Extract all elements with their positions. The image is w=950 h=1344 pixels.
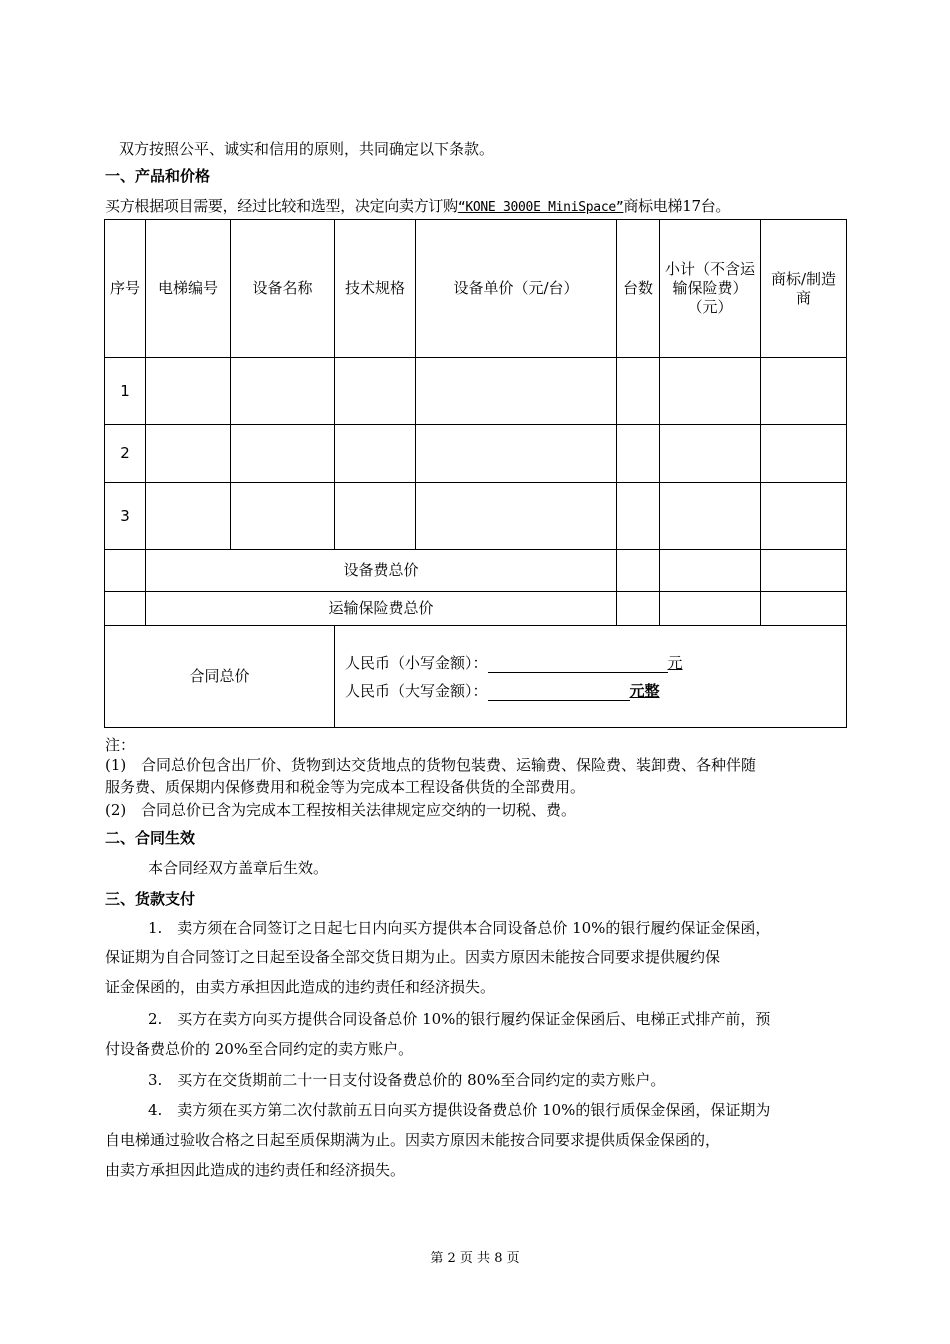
cell <box>617 550 660 592</box>
note-2-num: (2) <box>105 801 127 819</box>
rmb-big-blank <box>488 683 630 701</box>
product-price-table <box>104 219 847 728</box>
cell <box>231 483 335 550</box>
cell <box>761 592 847 626</box>
section2-text: 本合同经双方盖章后生效。 <box>148 859 329 877</box>
header-subtotal: 小计（不含运输保险费）（元） <box>660 220 761 358</box>
row-seq: 3 <box>105 483 146 550</box>
transport-total-row <box>105 592 847 626</box>
cell <box>335 483 416 550</box>
payment-1-line-1: 1. 卖方须在合同签订之日起七日内向买方提供本合同设备总价 10%的银行履约保证金保函， <box>148 919 771 937</box>
cell <box>416 425 617 483</box>
payment-2-line-1: 2. 买方在卖方向买方提供合同设备总价 10%的银行履约保证金保函后、电梯正式排产前，预 <box>148 1010 771 1028</box>
cell <box>617 425 660 483</box>
header-brand: 商标/制造商 <box>761 220 847 358</box>
cell <box>335 358 416 425</box>
cell <box>617 592 660 626</box>
cell <box>761 425 847 483</box>
payment-1-line-3: 证金保函的，由卖方承担因此造成的违约责任和经济损失。 <box>105 978 496 996</box>
payment-3-line-1: 3. 买方在交货期前二十一日支付设备费总价的 80%至合同约定的卖方账户。 <box>148 1071 666 1089</box>
contract-total-row <box>105 626 847 728</box>
rmb-big-unit: 元整 <box>629 681 660 700</box>
cell <box>416 483 617 550</box>
cell <box>146 483 231 550</box>
contract-total-amounts <box>335 626 847 728</box>
purchase-prefix: 买方根据项目需要，经过比较和选型，决定向卖方订购 <box>105 197 458 215</box>
rmb-small-label: 人民币（小写金额）： <box>345 653 488 672</box>
row-seq: 1 <box>105 358 146 425</box>
table-row <box>105 483 847 550</box>
rmb-small-line <box>345 653 843 673</box>
purchase-brand: “KONE 3000E MiniSpace” <box>457 200 624 215</box>
cell <box>416 358 617 425</box>
header-equipment-name: 设备名称 <box>231 220 335 358</box>
table-header-row <box>105 220 847 358</box>
cell <box>660 358 761 425</box>
header-seq: 序号 <box>105 220 146 358</box>
cell <box>761 358 847 425</box>
cell <box>105 592 146 626</box>
cell <box>660 483 761 550</box>
cell <box>660 550 761 592</box>
contract-total-label: 合同总价 <box>105 626 335 728</box>
equip-total-label: 设备费总价 <box>146 550 617 592</box>
intro-text: 双方按照公平、诚实和信用的原则，共同确定以下条款。 <box>119 140 495 158</box>
page-footer: 第 2 页 共 8 页 <box>430 1251 520 1266</box>
cell <box>231 358 335 425</box>
rmb-small-unit: 元 <box>667 653 683 672</box>
note-2-text: 合同总价已含为完成本工程按相关法律规定应交纳的一切税、费。 <box>141 801 577 819</box>
header-unit-price: 设备单价（元/台） <box>416 220 617 358</box>
note-2 <box>105 800 845 820</box>
equip-total-row <box>105 550 847 592</box>
payment-4-line-3: 由卖方承担因此造成的违约责任和经济损失。 <box>105 1161 406 1179</box>
header-tech-spec: 技术规格 <box>335 220 416 358</box>
cell <box>761 483 847 550</box>
header-elevator-no: 电梯编号 <box>146 220 231 358</box>
header-qty: 台数 <box>617 220 660 358</box>
cell <box>146 358 231 425</box>
notes-title: 注： <box>105 736 136 754</box>
cell <box>105 550 146 592</box>
payment-2-line-2: 付设备费总价的 20%至合同约定的卖方账户。 <box>105 1040 414 1058</box>
cell <box>660 425 761 483</box>
cell <box>617 358 660 425</box>
cell <box>146 425 231 483</box>
row-seq: 2 <box>105 425 146 483</box>
payment-1-line-2: 保证期为自合同签订之日起至设备全部交货日期为止。因卖方原因未能按合同要求提供履约保 <box>105 948 721 966</box>
cell <box>660 592 761 626</box>
cell <box>617 483 660 550</box>
section-title-payment: 三、货款支付 <box>105 890 196 908</box>
note-1-line-2: 服务费、质保期内保修费用和税金等为完成本工程设备供货的全部费用。 <box>105 778 586 796</box>
cell <box>761 550 847 592</box>
cell <box>335 425 416 483</box>
transport-total-label: 运输保险费总价 <box>146 592 617 626</box>
section-title-effect: 二、合同生效 <box>105 829 196 847</box>
rmb-big-line <box>345 681 843 701</box>
purchase-statement <box>105 196 845 218</box>
payment-4-line-1: 4. 卖方须在买方第二次付款前五日向买方提供设备费总价 10%的银行质保金保函，保证期为 <box>148 1101 771 1119</box>
payment-4-line-2: 自电梯通过验收合格之日起至质保期满为止。因卖方原因未能按合同要求提供质保金保函的， <box>105 1131 721 1149</box>
table-row <box>105 425 847 483</box>
note-1-line-1 <box>105 755 845 775</box>
cell <box>231 425 335 483</box>
section-title-products: 一、产品和价格 <box>105 167 211 185</box>
table-row <box>105 358 847 425</box>
rmb-big-label: 人民币（大写金额）： <box>345 681 488 700</box>
note-1-text: 合同总价包含出厂价、货物到达交货地点的货物包装费、运输费、保险费、装卸费、各种伴随 <box>141 756 757 774</box>
rmb-small-blank <box>488 655 668 673</box>
note-1-num: (1) <box>105 756 127 774</box>
purchase-suffix: 商标电梯17台。 <box>623 197 731 215</box>
